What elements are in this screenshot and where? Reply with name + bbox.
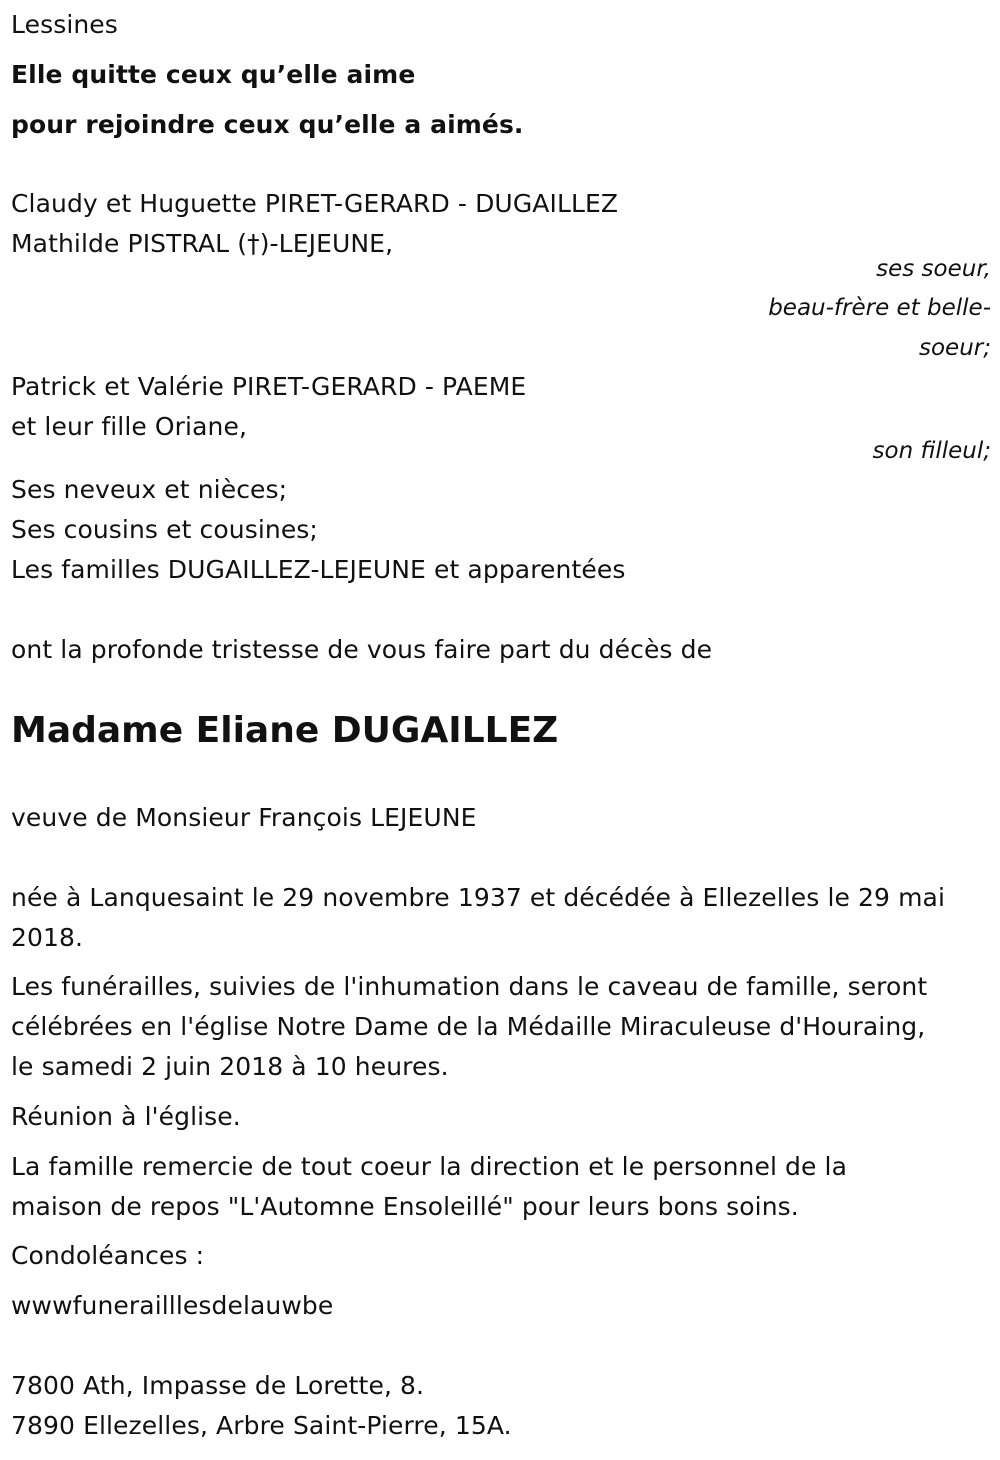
quote-line-2: pour rejoindre ceux qu’elle a aimés.: [11, 110, 524, 139]
family-line-6: Ses cousins et cousines;: [11, 515, 318, 544]
address-line-2: 7890 Ellezelles, Arbre Saint-Pierre, 15A.: [11, 1411, 512, 1440]
quote-line-1: Elle quitte ceux qu’elle aime: [11, 60, 416, 89]
city-name: Lessines: [11, 10, 118, 39]
family-role-1-line-1: ses soeur,: [876, 256, 991, 282]
family-line-4: et leur fille Oriane,: [11, 412, 247, 441]
funeral-line-3: le samedi 2 juin 2018 à 10 heures.: [11, 1052, 449, 1081]
address-line-1: 7800 Ath, Impasse de Lorette, 8.: [11, 1371, 425, 1400]
funeral-line-1: Les funérailles, suivies de l'inhumation dans le caveau de famille, seront: [11, 972, 928, 1001]
widow-of-text: veuve de Monsieur François LEJEUNE: [11, 803, 477, 832]
thanks-line-1: La famille remercie de tout coeur la direction et le personnel de la: [11, 1152, 847, 1181]
family-role-1-line-3: soeur;: [919, 335, 991, 361]
family-line-1: Claudy et Huguette PIRET-GERARD - DUGAILLEZ: [11, 189, 619, 218]
funeral-line-2: célébrées en l'église Notre Dame de la Médaille Miraculeuse d'Houraing,: [11, 1012, 926, 1041]
condolences-website[interactable]: wwwfunerailllesdelauwbe: [11, 1291, 334, 1320]
announcement-text: ont la profonde tristesse de vous faire part du décès de: [11, 635, 713, 664]
family-role-1-line-2: beau-frère et belle-: [768, 295, 991, 321]
birth-death-line-2: 2018.: [11, 923, 84, 952]
condolences-label: Condoléances :: [11, 1241, 205, 1270]
family-line-3: Patrick et Valérie PIRET-GERARD - PAEME: [11, 372, 527, 401]
family-line-7: Les familles DUGAILLEZ-LEJEUNE et apparentées: [11, 555, 626, 584]
deceased-name: Madame Eliane DUGAILLEZ: [11, 710, 559, 751]
family-line-5: Ses neveux et nièces;: [11, 475, 288, 504]
birth-death-line-1: née à Lanquesaint le 29 novembre 1937 et décédée à Ellezelles le 29 mai: [11, 883, 946, 912]
family-role-2: son filleul;: [872, 438, 991, 464]
meeting-text: Réunion à l'église.: [11, 1102, 241, 1131]
thanks-line-2: maison de repos "L'Automne Ensoleillé" pour leurs bons soins.: [11, 1192, 799, 1221]
family-line-2: Mathilde PISTRAL (†)-LEJEUNE,: [11, 229, 394, 258]
